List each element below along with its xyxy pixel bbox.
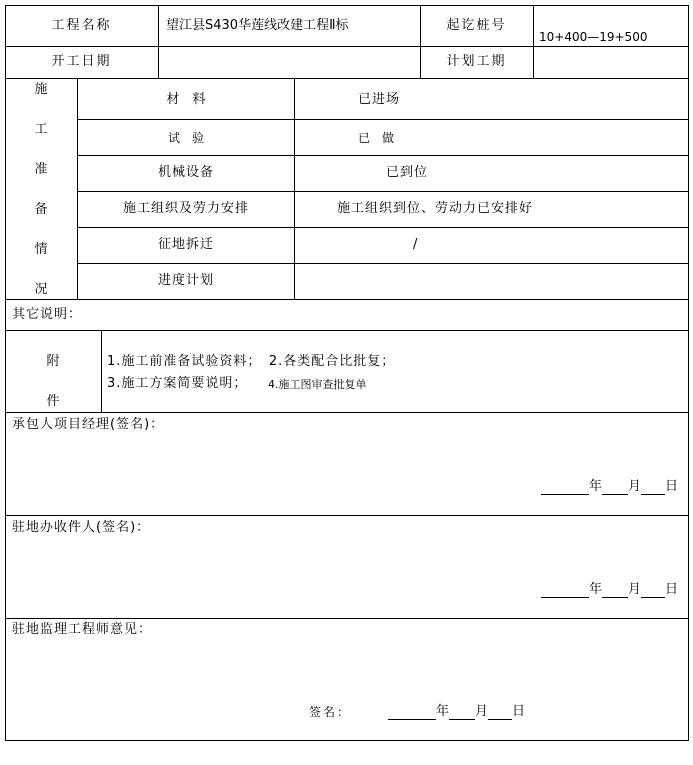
row-divider (77, 155, 688, 156)
prep-side-label-char: 施 (34, 82, 48, 97)
table-border-left (5, 5, 6, 741)
receiver-signature-label: 驻地办收件人(签名)： (12, 520, 151, 535)
prep-item-testing: 试 验 (167, 131, 204, 145)
prep-item-schedule: 进度计划 (157, 273, 214, 288)
row-divider (77, 191, 688, 192)
month-label: 月 (628, 582, 642, 597)
row-divider (5, 330, 689, 331)
day-label: 日 (665, 582, 679, 597)
day-label: 日 (512, 704, 526, 719)
month-label: 月 (628, 479, 642, 494)
other-notes-label: 其它说明： (12, 307, 83, 322)
row-divider (5, 515, 689, 516)
project-name-value: 望江县S430华莲线改建工程Ⅱ标 (166, 18, 349, 33)
prep-item-organization: 施工组织及劳力安排 (122, 201, 249, 216)
contractor-signature-label: 承包人项目经理(签名)： (12, 417, 165, 432)
table-border-top (5, 5, 689, 6)
contractor-date[interactable] (541, 479, 678, 495)
attachments-label-char: 附 (46, 354, 60, 369)
prep-status-schedule[interactable] (295, 264, 687, 298)
year-label: 年 (589, 479, 603, 494)
row-divider (77, 227, 688, 228)
prep-side-label-char: 准 (34, 162, 48, 177)
year-blank[interactable] (541, 481, 589, 495)
planned-duration-label: 计划工期 (446, 54, 507, 69)
prep-side-label-char: 情 (34, 242, 48, 257)
col-divider (101, 330, 102, 412)
prep-status-materials: 已进场 (358, 92, 401, 107)
attachment-line-2a: 3.施工方案简要说明； (107, 376, 248, 391)
day-blank[interactable] (641, 584, 665, 598)
prep-status-testing: 已 做 (358, 131, 395, 145)
prep-side-label-char: 工 (34, 122, 48, 137)
year-label: 年 (436, 704, 450, 719)
chainage-label: 起讫桩号 (446, 18, 507, 33)
day-label: 日 (665, 479, 679, 494)
engineer-opinion-label: 驻地监理工程师意见： (12, 622, 153, 637)
attachments-label-char: 件 (46, 394, 60, 409)
prep-side-label-char: 备 (34, 202, 48, 217)
month-blank[interactable] (602, 584, 628, 598)
start-date-label: 开工日期 (51, 54, 112, 69)
prep-item-materials: 材 料 (166, 92, 206, 107)
receiver-date[interactable] (541, 582, 678, 598)
year-blank[interactable] (541, 584, 589, 598)
month-label: 月 (475, 704, 489, 719)
row-divider (5, 299, 689, 300)
day-blank[interactable] (488, 706, 512, 720)
prep-side-label-char: 况 (34, 282, 48, 297)
row-divider (5, 618, 689, 619)
month-blank[interactable] (602, 481, 628, 495)
prep-status-land-acquisition: / (413, 237, 418, 252)
prep-status-organization: 施工组织到位、劳动力已安排好 (337, 201, 534, 216)
chainage-value: 10+400—19+500 (539, 30, 648, 44)
row-divider (5, 78, 689, 79)
table-border-bottom (5, 740, 689, 741)
engineer-sign-label: 签名： (309, 705, 352, 719)
year-blank[interactable] (388, 706, 436, 720)
col-divider (77, 78, 78, 299)
prep-item-land-acquisition: 征地拆迁 (157, 237, 214, 252)
engineer-date[interactable] (388, 704, 525, 720)
attachment-line-1: 1.施工前准备试验资料； 2.各类配合比批复； (107, 354, 396, 369)
row-divider (5, 412, 689, 413)
project-name-label: 工程名称 (51, 18, 112, 33)
day-blank[interactable] (641, 481, 665, 495)
prep-item-equipment: 机械设备 (157, 165, 214, 180)
prep-status-equipment: 已到位 (386, 165, 429, 180)
year-label: 年 (589, 582, 603, 597)
month-blank[interactable] (449, 706, 475, 720)
row-divider (77, 119, 688, 120)
start-date-field[interactable] (159, 47, 419, 77)
attachment-line-2b: 4.施工图审查批复单 (268, 378, 367, 391)
table-border-right (688, 5, 689, 741)
planned-duration-field[interactable] (534, 47, 687, 77)
